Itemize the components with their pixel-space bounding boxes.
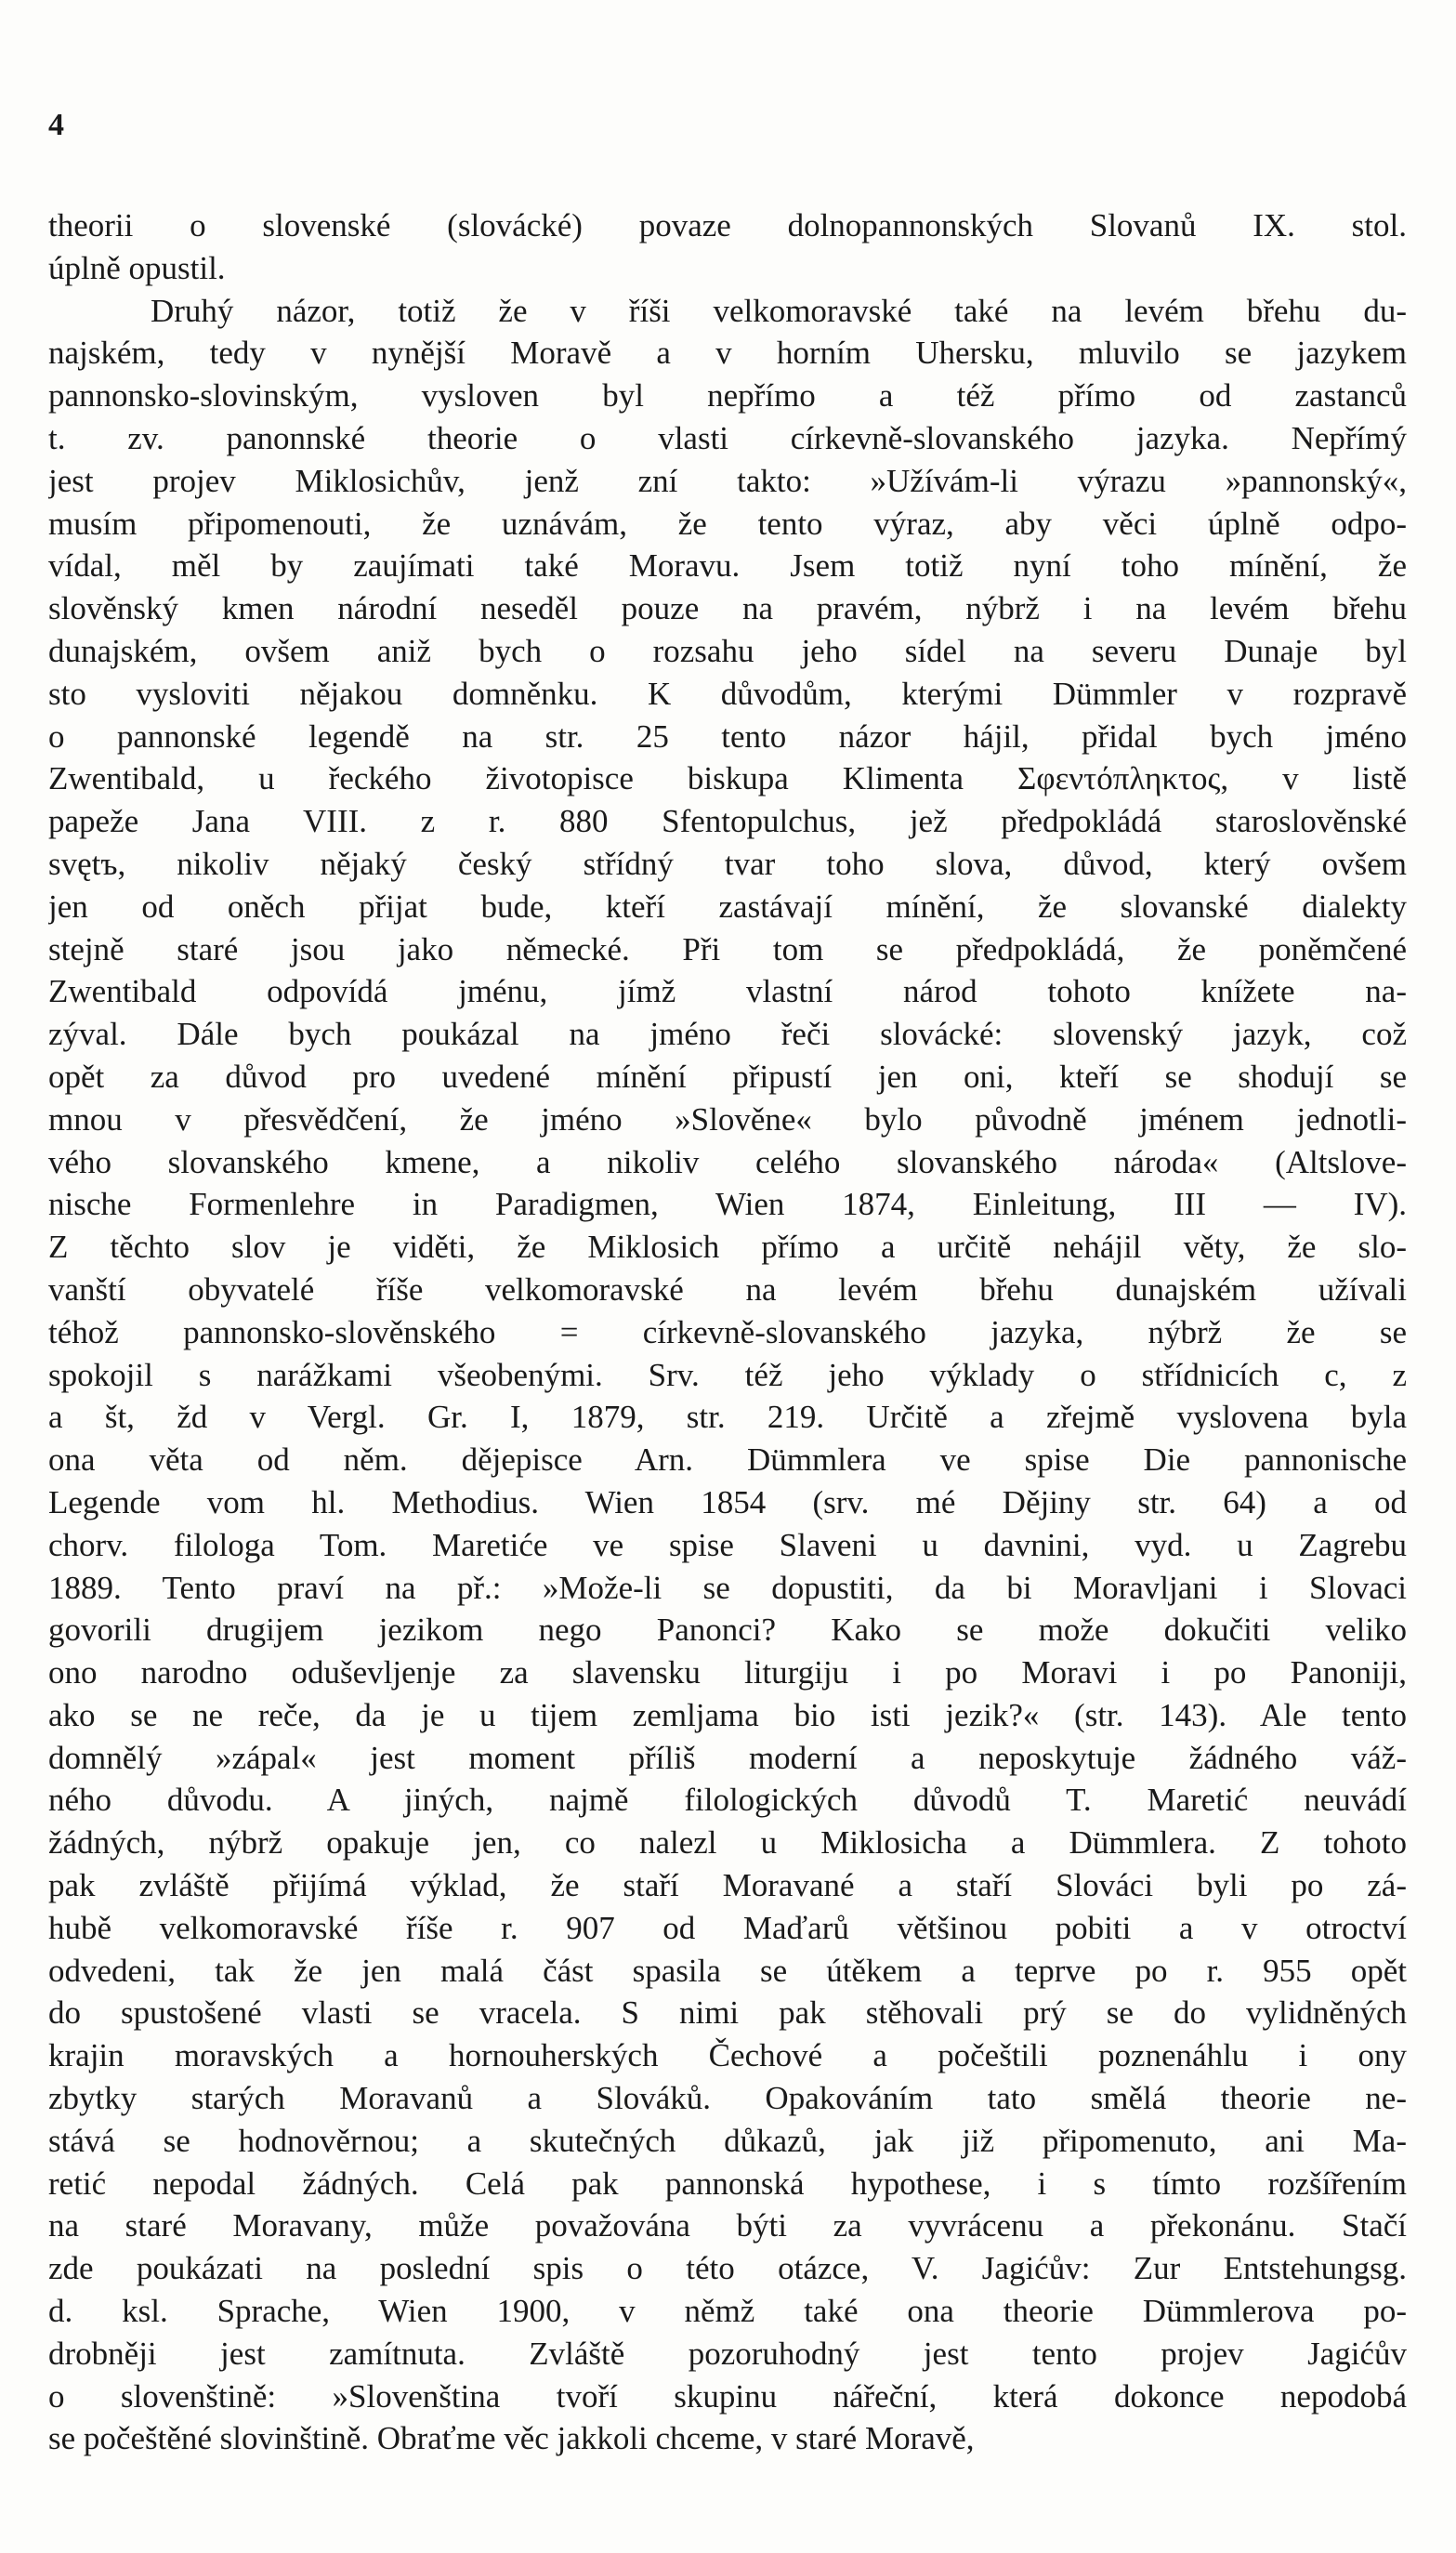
text-line: se počeštěné slovinštině. Obraťme věc jakkoli chceme, v staré Moravě, [48, 2420, 975, 2457]
text-line: ako se ne reče, da je u tijem zemljama bio isti jezik?« (str. 143). Ale tento [48, 1696, 1407, 1733]
text-line: govorili drugijem jezikom nego Panonci? Kako se može dokučiti veliko [48, 1612, 1407, 1649]
text-line: slověnský kmen národní neseděl pouze na pravém, nýbrž i na levém břehu [48, 590, 1407, 627]
text-line: retić nepodal žádných. Celá pak pannonská hypothese, i s tímto rozšířením [48, 2165, 1407, 2202]
text-line: mnou v přesvědčení, že jméno »Slověne« bylo původně jménem jednotli- [48, 1100, 1407, 1138]
text-line: musím připomenouti, že uznávám, že tento výraz, aby věci úplně odpo- [48, 505, 1407, 542]
text-line: theorii o slovenské (slovácké) povaze dolnopannonských Slovanů IX. stol. [48, 207, 1407, 243]
text-line: t. zv. panonnské theorie o vlasti církevně-slovanského jazyka. Nepřímý [48, 419, 1407, 456]
text-line: Legende vom hl. Methodius. Wien 1854 (srv. mé Dějiny str. 64) a od [48, 1483, 1407, 1520]
text-line: domnělý »zápal« jest moment příliš moderní a neposkytuje žádného váž- [48, 1739, 1407, 1776]
text-line: zýval. Dále bych poukázal na jméno řeči slovácké: slovenský jazyk, což [48, 1016, 1407, 1053]
text-line: žádných, nýbrž opakuje jen, co nalezl u Miklosicha a Dümmlera. Z tohoto [48, 1824, 1407, 1862]
paragraph-2 [48, 290, 1407, 2461]
text-line: o slovenštině: »Slovenština tvoří skupinu nářeční, která dokonce nepodobá [48, 2377, 1407, 2415]
text-line: Z těchto slov je viděti, že Miklosich přímo a určitě nehájil věty, že slo- [48, 1229, 1407, 1266]
text-line: téhož pannonsko-slověnského = církevně-slovanského jazyka, nýbrž že se [48, 1313, 1407, 1350]
paragraph-1 [48, 204, 1407, 290]
text-line: ona věta od něm. dějepisce Arn. Dümmlera ve spise Die pannonische [48, 1441, 1407, 1479]
body-text [48, 204, 1407, 2460]
text-line: jest projev Miklosichův, jenž zní takto: »Užívám-li výrazu »pannonský«, [48, 462, 1407, 499]
text-line: jen od oněch přijat bude, kteří zastávají mínění, že slovanské dialekty [48, 888, 1407, 925]
text-line: chorv. filologa Tom. Maretiće ve spise Slaveni u davnini, vyd. u Zagrebu [48, 1526, 1407, 1563]
text-line: na staré Moravany, může považována býti za vyvrácenu a překonánu. Stačí [48, 2207, 1407, 2244]
text-line: stejně staré jsou jako německé. Při tom se předpokládá, že poněmčené [48, 930, 1407, 967]
page-number: 4 [48, 108, 64, 142]
text-line: ného důvodu. A jiných, najmě filologických důvodů T. Maretić neuvádí [48, 1782, 1407, 1819]
text-line: pannonsko-slovinským, vysloven byl nepřímo a též přímo od zastanců [48, 377, 1407, 415]
text-line: 1889. Tento praví na př.: »Može-li se dopustiti, da bi Moravljani i Slovaci [48, 1569, 1407, 1606]
text-line: krajin moravských a hornouherských Čechové a počeštili poznenáhlu i ony [48, 2037, 1407, 2074]
text-line: vídal, měl by zaujímati také Moravu. Jsem totiž nyní toho mínění, že [48, 547, 1407, 585]
text-line: a št, žd v Vergl. Gr. I, 1879, str. 219. Určitě a zřejmě vyslovena byla [48, 1399, 1407, 1436]
text-line: Druhý názor, totiž že v říši velkomoravské také na levém břehu du- [151, 292, 1407, 329]
text-line: ono narodno oduševljenje za slavensku liturgiju i po Moravi i po Panoniji, [48, 1654, 1407, 1691]
text-line: Zwentibald odpovídá jménu, jímž vlastní národ tohoto knížete na- [48, 973, 1407, 1010]
text-line: najském, tedy v nynější Moravě a v horním Uhersku, mluvilo se jazykem [48, 335, 1407, 372]
text-line: odvedeni, tak že jen malá část spasila se útěkem a teprve po r. 955 opět [48, 1952, 1407, 1989]
text-line: zbytky starých Moravanů a Slováků. Opakováním tato smělá theorie ne- [48, 2080, 1407, 2117]
text-line: Zwentibald, u řeckého životopisce biskupa Klimenta Σφεντόπληκτος, v listě [48, 760, 1407, 797]
text-line: o pannonské legendě na str. 25 tento názor hájil, přidal bych jméno [48, 717, 1407, 755]
text-line: dunajském, ovšem aniž bych o rozsahu jeho sídel na severu Dunaje byl [48, 632, 1407, 669]
text-line: pak zvláště přijímá výklad, že staří Moravané a staří Slováci byli po zá- [48, 1867, 1407, 1904]
text-line: drobněji jest zamítnuta. Zvláště pozoruhodný jest tento projev Jagićův [48, 2335, 1407, 2372]
text-line: vanští obyvatelé říše velkomoravské na levém břehu dunajském užívali [48, 1270, 1407, 1308]
text-line: vého slovanského kmene, a nikoliv celého slovanského národa« (Altslove- [48, 1143, 1407, 1180]
text-line: svętъ, nikoliv nějaký český střídný tvar toho slova, důvod, který ovšem [48, 845, 1407, 882]
text-line: zde poukázati na poslední spis o této otázce, V. Jagićův: Zur Entstehungsg. [48, 2250, 1407, 2287]
text-line: nische Formenlehre in Paradigmen, Wien 1874, Einleitung, III — IV). [48, 1186, 1407, 1223]
text-line: papeže Jana VIII. z r. 880 Sfentopulchus, jež předpokládá staroslověnské [48, 803, 1407, 840]
text-line: do spustošené vlasti se vracela. S nimi pak stěhovali prý se do vylidněných [48, 1994, 1407, 2032]
text-line: opět za důvod pro uvedené mínění připustí jen oni, kteří se shodují se [48, 1058, 1407, 1095]
text-line: d. ksl. Sprache, Wien 1900, v němž také ona theorie Dümmlerova po- [48, 2293, 1407, 2330]
text-line: spokojil s narážkami všeobenými. Srv. též jeho výklady o střídnicích c, z [48, 1356, 1407, 1393]
text-line: hubě velkomoravské říše r. 907 od Maďarů většinou pobiti a v otroctví [48, 1909, 1407, 1946]
text-line: sto vysloviti nějakou domněnku. K důvodům, kterými Dümmler v rozpravě [48, 675, 1407, 712]
text-line: úplně opustil. [48, 249, 226, 286]
text-line: stává se hodnověrnou; a skutečných důkazů, jak již připomenuto, ani Ma- [48, 2122, 1407, 2159]
